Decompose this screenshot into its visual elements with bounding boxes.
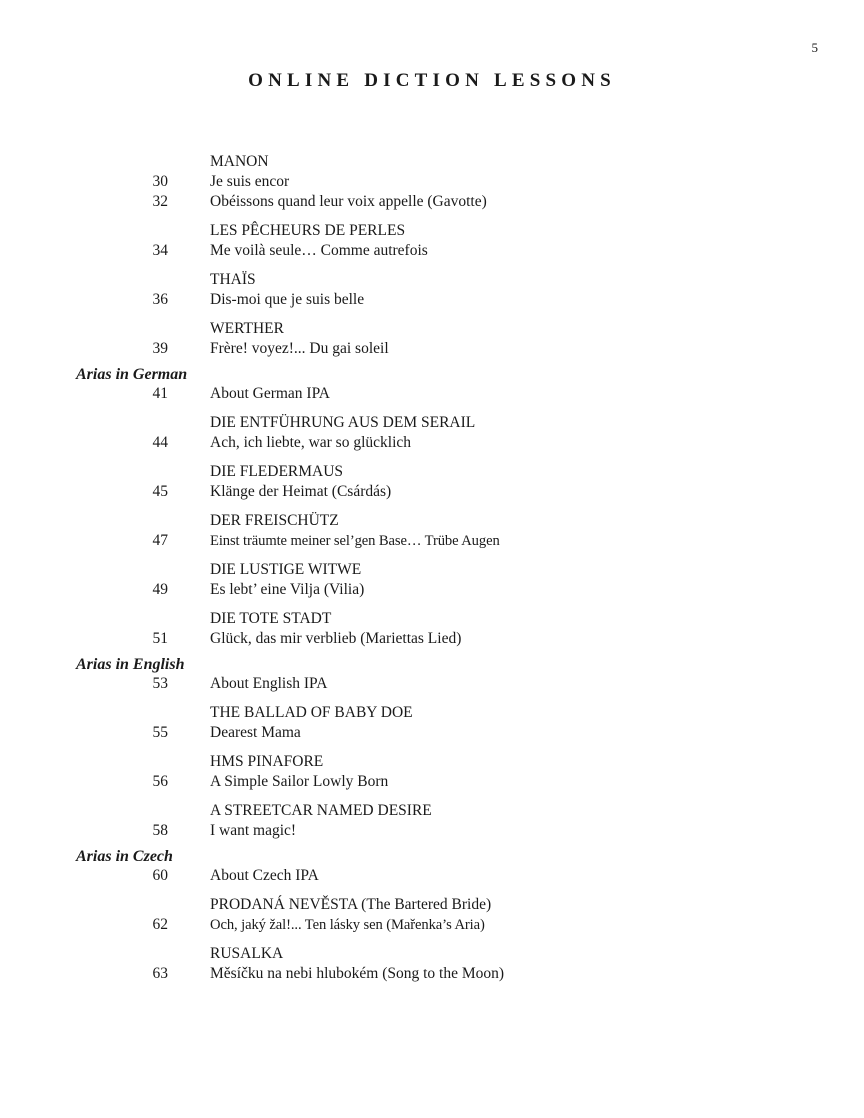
toc-entry (0, 723, 864, 743)
toc-entry (0, 580, 864, 600)
entry-title: Ach, ich liebte, war so glücklich (210, 434, 412, 451)
entry-title: Me voilà seule… Comme autrefois (210, 242, 428, 259)
page-ref: 58 (152, 822, 168, 839)
toc-entry (0, 290, 864, 310)
opera-entry (0, 801, 864, 841)
toc-entry (0, 772, 864, 792)
section-title: Arias in English (76, 656, 185, 673)
opera-entry (0, 752, 864, 792)
entry-title: Klänge der Heimat (Csárdás) (210, 483, 392, 500)
opera-title: DER FREISCHÜTZ (210, 512, 339, 529)
opera-entry (0, 944, 864, 984)
page-ref: 53 (152, 675, 168, 692)
toc-entry (0, 172, 864, 192)
page-ref: 62 (152, 916, 168, 933)
entry-title: About German IPA (210, 385, 330, 402)
page-ref: 56 (152, 773, 168, 790)
opera-entry (0, 511, 864, 551)
opera-entry (0, 560, 864, 600)
entry-title: I want magic! (210, 822, 297, 839)
toc-entry (0, 821, 864, 841)
page-ref: 39 (152, 340, 168, 357)
entry-title: Frère! voyez!... Du gai soleil (210, 340, 389, 357)
opera-title: PRODANÁ NEVĚSTA (The Bartered Bride) (210, 896, 492, 913)
section-title: Arias in Czech (76, 848, 173, 865)
opera-title: RUSALKA (210, 945, 284, 962)
toc-entry (0, 915, 864, 935)
entry-title: A Simple Sailor Lowly Born (210, 773, 389, 790)
entry-title: Měsíčku na nebi hlubokém (Song to the Moon) (210, 965, 505, 982)
toc-section (0, 365, 864, 649)
entry-title: Dis-moi que je suis belle (210, 291, 365, 308)
page-ref: 45 (152, 483, 168, 500)
opera-entry (0, 895, 864, 935)
toc-entry (0, 241, 864, 261)
toc-entry (0, 482, 864, 502)
toc-section (0, 655, 864, 841)
toc-entry (0, 384, 864, 404)
page-ref: 51 (152, 630, 168, 647)
page-heading: ONLINE DICTION LESSONS (248, 70, 616, 91)
toc-entry (0, 339, 864, 359)
toc-section (0, 847, 864, 984)
entry-title: Och, jaký žal!... Ten lásky sen (Mařenka’s Aria) (210, 917, 485, 933)
toc-entry (0, 964, 864, 984)
toc-entry (0, 866, 864, 886)
page-ref: 63 (152, 965, 168, 982)
opera-title: LES PÊCHEURS DE PERLES (210, 222, 406, 239)
page-ref: 41 (152, 385, 168, 402)
opera-entry (0, 609, 864, 649)
toc-entry (0, 629, 864, 649)
opera-entry (0, 703, 864, 743)
page-ref: 30 (152, 173, 168, 190)
opera-title: DIE LUSTIGE WITWE (210, 561, 362, 578)
page-ref: 60 (152, 867, 168, 884)
opera-title: THE BALLAD OF BABY DOE (210, 704, 413, 721)
opera-title: DIE TOTE STADT (210, 610, 332, 627)
opera-title: DIE FLEDERMAUS (210, 463, 344, 480)
entry-title: Dearest Mama (210, 724, 301, 741)
opera-entry (0, 152, 864, 212)
page-ref: 36 (152, 291, 168, 308)
entry-title: Je suis encor (210, 173, 290, 190)
page-ref: 55 (152, 724, 168, 741)
entry-title: Obéissons quand leur voix appelle (Gavotte) (210, 193, 487, 210)
entry-title: About Czech IPA (210, 867, 319, 884)
page-ref: 44 (152, 434, 168, 451)
toc-entry (0, 433, 864, 453)
entry-title: Glück, das mir verblieb (Mariettas Lied) (210, 630, 462, 647)
opera-title: THAÏS (210, 271, 256, 288)
opera-entry (0, 319, 864, 359)
opera-entry (0, 413, 864, 453)
section-title: Arias in German (76, 366, 188, 383)
opera-title: WERTHER (210, 320, 284, 337)
opera-title: MANON (210, 153, 269, 170)
entry-title: Es lebt’ eine Vilja (Vilia) (210, 581, 365, 598)
page-ref: 34 (152, 242, 168, 259)
opera-entry (0, 221, 864, 261)
toc-entry (0, 674, 864, 694)
page-number: 5 (811, 40, 818, 55)
opera-title: HMS PINAFORE (210, 753, 324, 770)
table-of-contents (0, 152, 864, 984)
page-ref: 49 (152, 581, 168, 598)
entry-title: About English IPA (210, 675, 328, 692)
toc-entry (0, 192, 864, 212)
toc-entry (0, 531, 864, 551)
toc-section (0, 152, 864, 359)
page-ref: 32 (152, 193, 168, 210)
page-ref: 47 (152, 532, 168, 549)
opera-title: A STREETCAR NAMED DESIRE (210, 802, 432, 819)
opera-entry (0, 270, 864, 310)
opera-title: DIE ENTFÜHRUNG AUS DEM SERAIL (210, 414, 476, 431)
entry-title: Einst träumte meiner sel’gen Base… Trübe Augen (210, 533, 500, 549)
opera-entry (0, 462, 864, 502)
